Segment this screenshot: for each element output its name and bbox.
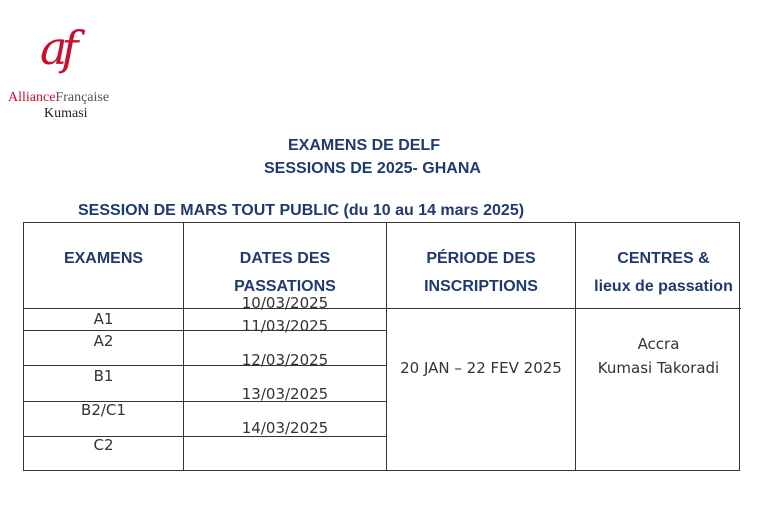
logo-city: Kumasi [44,106,88,121]
exam-level: B2/C1 [81,401,126,419]
logo-alliance: Alliance [8,90,56,105]
exam-level: C2 [93,436,114,454]
exam-date: 14/03/2025 [241,419,329,437]
title-line-2: SESSIONS DE 2025- GHANA [264,160,481,177]
logo-brand-name [8,90,109,106]
logo-francaise: Française [55,90,110,105]
centre-line-1: Accra [637,335,680,353]
centre-line-2: Kumasi Takoradi [597,359,720,377]
header-period-line1: PÉRIODE DES [426,250,536,267]
header-period [387,245,575,301]
header-dates [184,245,386,301]
exam-schedule-table [23,222,740,471]
session-subtitle: SESSION DE MARS TOUT PUBLIC (du 10 au 14 mars 2025) [78,202,525,219]
exam-date: 11/03/2025 [241,317,329,335]
header-period-line2: INSCRIPTIONS [424,278,538,295]
exam-date: 12/03/2025 [241,351,329,369]
exam-level: A2 [93,332,114,350]
exam-level: B1 [93,367,114,385]
registration-period: 20 JAN – 22 FEV 2025 [400,359,562,377]
header-centres [576,245,751,301]
header-dates-line1: DATES DES [239,250,331,267]
af-logo-mark: af [40,21,73,75]
header-centres-line1: CENTRES & [617,250,710,267]
header-exams: EXAMENS [63,250,144,267]
exam-level: A1 [93,310,114,328]
exam-date: 13/03/2025 [241,385,329,403]
exam-date: 10/03/2025 [241,294,329,312]
header-dates-line2: PASSATIONS [234,278,336,295]
header-centres-line2: lieux de passation [594,278,733,295]
title-line-1: EXAMENS DE DELF [288,137,441,154]
